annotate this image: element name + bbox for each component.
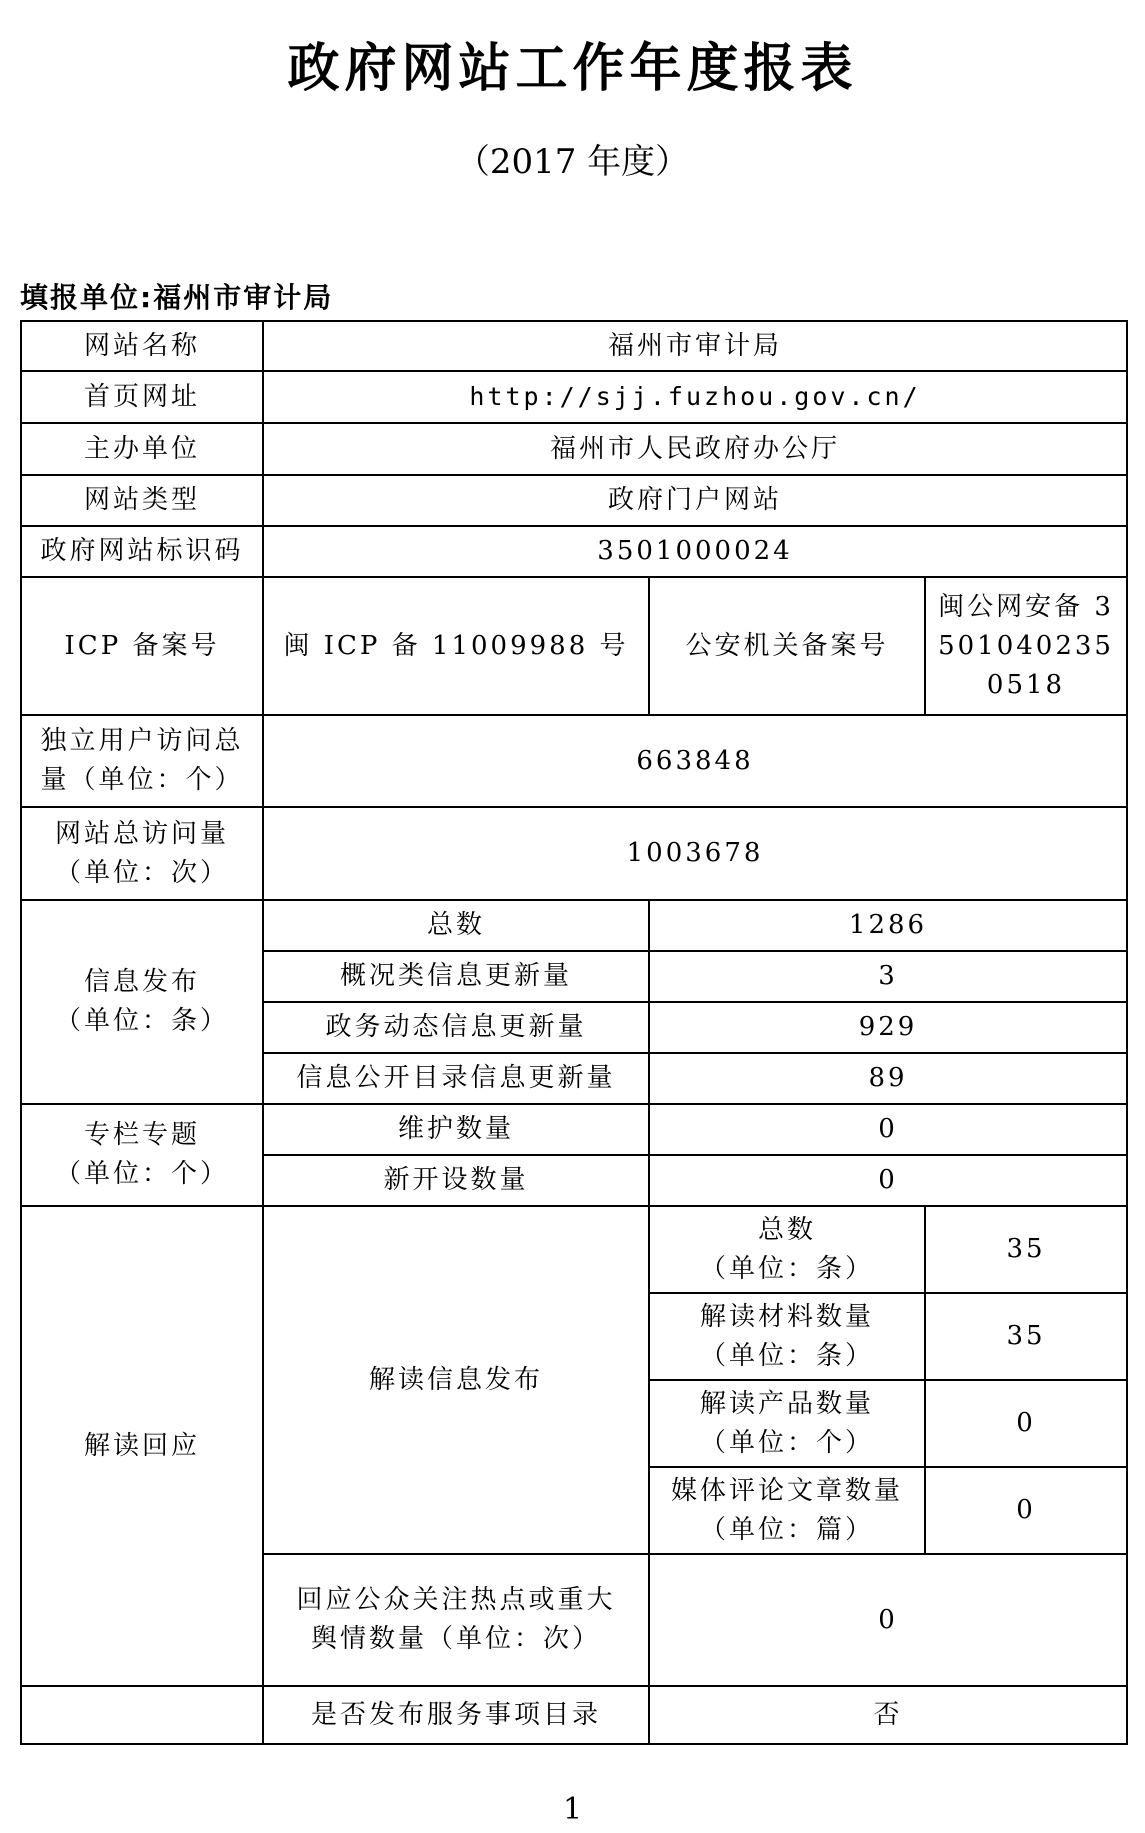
- affairs-update-value: 929: [649, 1002, 1127, 1053]
- interp-products-label: [649, 1380, 925, 1467]
- service-catalog-value: 否: [649, 1686, 1127, 1744]
- response-value: 0: [649, 1554, 1127, 1686]
- columns-new-label: 新开设数量: [263, 1155, 649, 1206]
- site-code-label: 政府网站标识码: [21, 526, 263, 577]
- table-row: [21, 807, 1127, 900]
- service-catalog-label: 是否发布服务事项目录: [263, 1686, 649, 1744]
- interp-products-value: 0: [925, 1380, 1127, 1467]
- table-row: [21, 475, 1127, 526]
- interp-media-value: 0: [925, 1467, 1127, 1554]
- total-visits-label: 网站总访问量（单位：次）: [21, 807, 263, 900]
- table-row: [21, 526, 1127, 577]
- sponsor-value: 福州市人民政府办公厅: [263, 423, 1127, 475]
- disclosure-update-value: 89: [649, 1053, 1127, 1104]
- icp-value: 闽 ICP 备 11009988 号: [263, 577, 649, 715]
- table-row: [21, 371, 1127, 423]
- police-record-value: 闽公网安备 35010402350518: [925, 577, 1127, 715]
- info-total-value: 1286: [649, 900, 1127, 951]
- columns-label-line1: 专栏专题: [83, 1120, 200, 1150]
- response-label: 回应公众关注热点或重大舆情数量（单位：次）: [263, 1554, 649, 1686]
- site-code-value: 3501000024: [263, 526, 1127, 577]
- interp-products-label-line2: （单位：个）: [699, 1427, 874, 1458]
- report-table: [20, 320, 1128, 1745]
- disclosure-update-label: 信息公开目录信息更新量: [263, 1053, 649, 1104]
- table-row: [21, 715, 1127, 807]
- interp-media-label: [649, 1467, 925, 1554]
- filing-unit-line: [20, 276, 333, 316]
- site-name-label: 网站名称: [21, 321, 263, 371]
- table-row: [21, 423, 1127, 475]
- interp-materials-label: [649, 1293, 925, 1380]
- interp-media-label-line1: 媒体评论文章数量: [670, 1475, 903, 1506]
- site-name-value: 福州市审计局: [263, 321, 1127, 371]
- info-publish-label-line2: （单位：条）: [54, 1006, 229, 1036]
- filing-unit-label: 填报单位:: [20, 281, 154, 314]
- report-year: （2017 年度）: [455, 142, 690, 182]
- interp-materials-value: 35: [925, 1293, 1127, 1380]
- police-record-label: 公安机关备案号: [649, 577, 925, 715]
- info-total-label: 总数: [263, 900, 649, 951]
- info-publish-label-line1: 信息发布: [83, 967, 200, 997]
- filing-unit-value: 福州市审计局: [153, 281, 334, 314]
- homepage-url-label: 首页网址: [21, 371, 263, 423]
- unique-visitors-label: 独立用户访问总量（单位：个）: [21, 715, 263, 807]
- interp-products-label-line1: 解读产品数量: [699, 1388, 874, 1419]
- homepage-url-value: http://sjj.fuzhou.gov.cn/: [263, 371, 1127, 423]
- columns-label-line2: （单位：个）: [54, 1159, 229, 1189]
- page-number: 1: [562, 1792, 583, 1827]
- report-title: 政府网站工作年度报表: [287, 39, 858, 99]
- site-type-label: 网站类型: [21, 475, 263, 526]
- columns-label: [21, 1104, 263, 1206]
- interp-total-label-line1: 总数: [757, 1214, 816, 1245]
- info-publish-label: [21, 900, 263, 1104]
- table-row: [21, 577, 1127, 715]
- table-row: [21, 1686, 1127, 1744]
- table-row: [21, 900, 1127, 951]
- total-visits-value: 1003678: [263, 807, 1127, 900]
- interp-materials-label-line1: 解读材料数量: [699, 1301, 874, 1332]
- columns-maintained-label: 维护数量: [263, 1104, 649, 1155]
- interp-materials-label-line2: （单位：条）: [699, 1340, 874, 1371]
- interp-total-label-line2: （单位：条）: [699, 1253, 874, 1284]
- columns-maintained-value: 0: [649, 1104, 1127, 1155]
- table-row: [21, 1206, 1127, 1293]
- interp-total-label: [649, 1206, 925, 1293]
- table-row: [21, 1104, 1127, 1155]
- site-type-value: 政府门户网站: [263, 475, 1127, 526]
- unique-visitors-value: 663848: [263, 715, 1127, 807]
- table-row: [21, 321, 1127, 371]
- icp-label: ICP 备案号: [21, 577, 263, 715]
- interp-media-label-line2: （单位：篇）: [699, 1514, 874, 1545]
- columns-new-value: 0: [649, 1155, 1127, 1206]
- interp-total-value: 35: [925, 1206, 1127, 1293]
- interpretation-publish-label: 解读信息发布: [263, 1206, 649, 1554]
- interpretation-label: 解读回应: [21, 1206, 263, 1686]
- overview-update-label: 概况类信息更新量: [263, 951, 649, 1002]
- overview-update-value: 3: [649, 951, 1127, 1002]
- service-catalog-blank: [21, 1686, 263, 1744]
- sponsor-label: 主办单位: [21, 423, 263, 475]
- affairs-update-label: 政务动态信息更新量: [263, 1002, 649, 1053]
